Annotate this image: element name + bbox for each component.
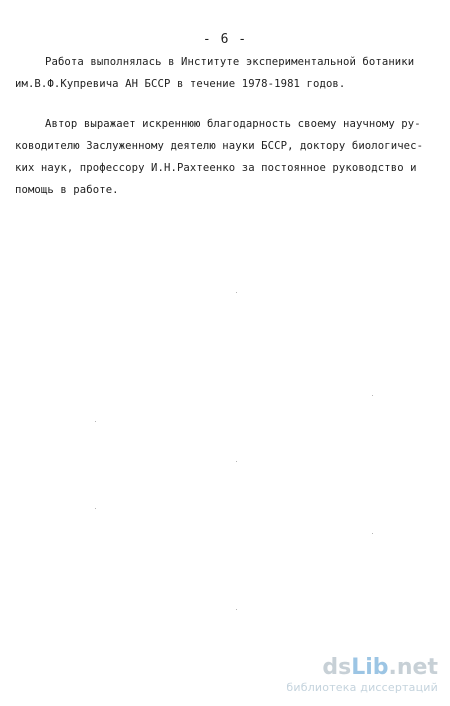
scan-speck	[95, 508, 96, 509]
watermark-logo-net: .net	[388, 655, 438, 680]
scan-speck	[372, 395, 373, 396]
paragraph-2-line-4: помощь в работе.	[15, 184, 119, 196]
paragraph-1-line-2: им.В.Ф.Купревича АН БССР в течение 1978-1981 годов.	[15, 78, 346, 90]
watermark-subtitle: библиотека диссертаций	[286, 681, 438, 694]
scan-speck	[236, 609, 237, 610]
watermark-logo-lib: Lib	[351, 655, 389, 680]
paragraph-2-line-2: ководителю Заслуженному деятелю науки БССР, доктору биологичес-	[15, 140, 424, 152]
page-number: - 6 -	[202, 32, 248, 47]
watermark-logo-ds: ds	[322, 655, 352, 680]
scan-speck	[236, 461, 237, 462]
scan-speck	[95, 421, 96, 422]
watermark-logo	[286, 656, 438, 680]
paragraph-1-line-1: Работа выполнялась в Институте экспериментальной ботаники	[45, 56, 415, 68]
paragraph-2-line-3: ких наук, профессору И.Н.Рахтеенко за постоянное руководство и	[15, 162, 417, 174]
scan-speck	[236, 292, 237, 293]
paragraph-2-line-1: Автор выражает искреннюю благодарность своему научному ру-	[45, 118, 421, 130]
scan-speck	[372, 533, 373, 534]
watermark	[286, 656, 438, 694]
